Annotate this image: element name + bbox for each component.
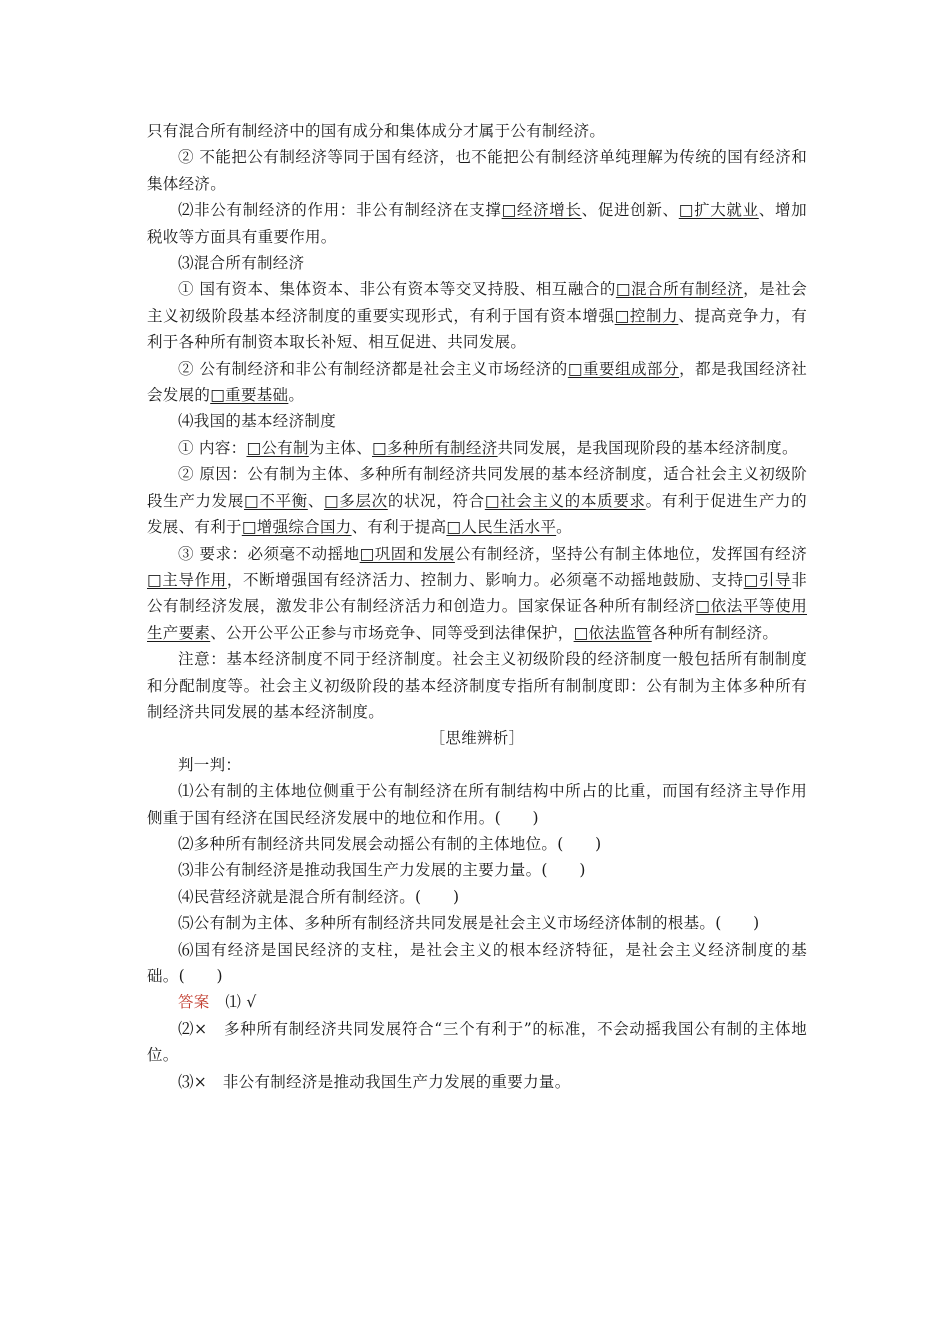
- answer-label: 答案: [178, 993, 210, 1012]
- fill-blank: □不平衡: [244, 491, 308, 510]
- answer-line: ⑶× 非公有制经济是推动我国生产力发展的重要力量。: [178, 1072, 571, 1091]
- paragraph: ⑵非公有制经济的作用：非公有制经济在支撑□经济增长、促进创新、□扩大就业、增加税收等方面具有重要作用。: [147, 201, 807, 246]
- note-paragraph: 注意：基本经济制度不同于经济制度。社会主义初级阶段的经济制度一般包括所有制制度和分配制度等。社会主义初级阶段的基本经济制度专指所有制制度即：公有制为主体多种所有制经济共同发展的基本经济制度。: [147, 650, 807, 721]
- fill-blank: □社会主义的本质要求: [484, 491, 646, 510]
- exercise-item: ⑴公有制的主体地位侧重于公有制经济在所有制结构中所占的比重，而国有经济主导作用侧重于国有经济在国民经济发展中的地位和作用。( ): [147, 782, 807, 827]
- fill-blank: □经济增长: [501, 201, 582, 220]
- exercise-item: ⑹国有经济是国民经济的支柱，是社会主义的根本经济特征，是社会主义经济制度的基础。( ): [147, 940, 807, 985]
- fill-blank: □扩大就业: [678, 201, 759, 220]
- exercise-item: ⑸公有制为主体、多种所有制经济共同发展是社会主义市场经济体制的根基。( ): [178, 914, 760, 933]
- fill-blank: □增强综合国力: [241, 518, 352, 537]
- paragraph: ① 国有资本、集体资本、非公有资本等交叉持股、相互融合的□混合所有制经济，是社会主义初级阶段基本经济制度的重要实现形式，有利于国有资本增强□控制力、提高竞争力，有利于各种所有制资本取长补短、相互促进、共同发展。: [147, 280, 808, 352]
- fill-blank: □依法平等使用生产要素: [147, 597, 807, 642]
- exercise-item: ⑷民营经济就是混合所有制经济。( ): [178, 887, 460, 906]
- exercise-heading: 判一判：: [178, 755, 242, 774]
- paragraph: ③ 要求：必须毫不动摇地□巩固和发展公有制经济，坚持公有制主体地位，发挥国有经济□主导作用，不断增强国有经济活力、控制力、影响力。必须毫不动摇地鼓励、支持□引导非公有制经济发展，激发非公有制经济活力和创造力。国家保证各种所有制经济□依法平等使用生产要素、公开公平公正参与市场竞争、同等受到法律保护，□依法监管各种所有制经济。: [147, 544, 808, 642]
- section-heading: ⑷我国的基本经济制度: [178, 412, 337, 431]
- fill-blank: □巩固和发展: [359, 544, 455, 563]
- paragraph: ① 内容：□公有制为主体、□多种所有制经济共同发展，是我国现阶段的基本经济制度。: [178, 438, 798, 457]
- fill-blank: □混合所有制经济: [615, 280, 744, 299]
- paragraph: ② 不能把公有制经济等同于国有经济，也不能把公有制经济单纯理解为传统的国有经济和集体经济。: [147, 148, 807, 193]
- section-title: ［思维辨析］: [429, 729, 525, 748]
- section-heading: ⑶混合所有制经济: [178, 254, 305, 273]
- answer-line: 答案 ⑴ √: [178, 993, 257, 1012]
- fill-blank: □多层次: [324, 491, 388, 510]
- fill-blank: □控制力: [614, 306, 679, 325]
- fill-blank: □引导: [743, 570, 792, 589]
- answer-line: ⑵× 多种所有制经济共同发展符合“三个有利于”的标准，不会动摇我国公有制的主体地位。: [147, 1019, 807, 1065]
- paragraph: 只有混合所有制经济中的国有成分和集体成分才属于公有制经济。: [147, 122, 606, 140]
- paragraph: ② 原因：公有制为主体、多种所有制经济共同发展的基本经济制度，适合社会主义初级阶段生产力发展□不平衡、□多层次的状况，符合□社会主义的本质要求。有利于促进生产力的发展、有利于□增强综合国力、有利于提高□人民生活水平。: [147, 465, 807, 537]
- exercise-item: ⑶非公有制经济是推动我国生产力发展的主要力量。( ): [178, 861, 586, 880]
- fill-blank: □公有制: [246, 438, 309, 457]
- fill-blank: □重要组成部分: [567, 359, 680, 378]
- fill-blank: □主导作用: [147, 570, 227, 589]
- fill-blank: □人民生活水平: [446, 518, 557, 537]
- fill-blank: □多种所有制经济: [372, 438, 498, 457]
- document-body: [147, 118, 807, 1095]
- fill-blank: □重要基础: [210, 386, 289, 405]
- paragraph: ② 公有制经济和非公有制经济都是社会主义市场经济的□重要组成部分，都是我国经济社会发展的□重要基础。: [147, 359, 808, 405]
- fill-blank: □依法监管: [573, 623, 652, 642]
- exercise-item: ⑵多种所有制经济共同发展会动摇公有制的主体地位。( ): [178, 834, 602, 853]
